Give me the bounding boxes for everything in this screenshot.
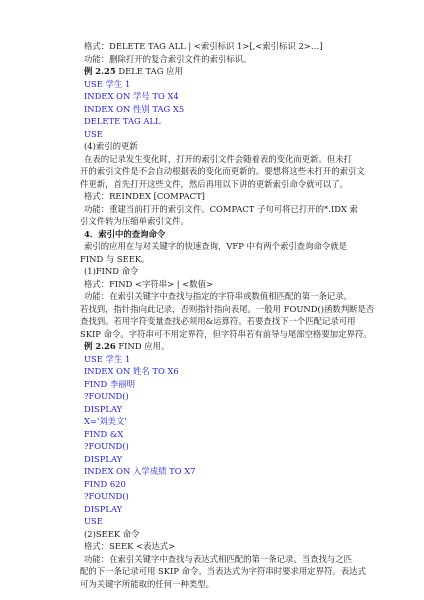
delete-tag-syntax: 格式：DELETE TAG ALL | <索引标识 1>[,<索引标识 2>…] xyxy=(84,41,323,51)
example-number: 例 2.25 xyxy=(84,66,116,76)
code-line: INDEX ON 入学成绩 TO X7 xyxy=(84,466,196,476)
seek-function: 功能：在索引关键字中查找与表达式相匹配的第一条记录。当查找与之匹 xyxy=(84,553,352,564)
example-number: 例 2.26 xyxy=(84,341,116,351)
subsection-heading: (4)索引的更新 xyxy=(84,141,138,151)
paragraph-line: 配的下一条记录可用 SKIP 命令。当表达式为字符串时要求用定界符。表达式 xyxy=(80,566,366,576)
code-line: ?FOUND() xyxy=(84,391,129,401)
paragraph-line: 查找到。若用字符变量查找必须用&运算符。若要查找下一个匹配记录可用 xyxy=(80,316,356,326)
example-title: FIND 应用。 xyxy=(118,341,170,351)
subsection-heading: (1)FIND 命令 xyxy=(84,266,139,276)
code-line: DISPLAY xyxy=(84,503,123,514)
code-line: USE xyxy=(84,128,103,139)
code-line: USE 学生 1 xyxy=(84,78,131,89)
find-syntax: 格式：FIND <字符串> | <数值> xyxy=(84,278,214,289)
code-line: USE xyxy=(84,516,103,526)
code-line: DISPLAY xyxy=(84,403,123,414)
paragraph-line: FIND 与 SEEK。 xyxy=(80,253,150,264)
reindex-function: 功能：重建当前打开的索引文件。COMPACT 子句可将已打开的*.IDX 索 xyxy=(84,203,358,214)
paragraph-line: 可为关键字所能取的任何一种类型。 xyxy=(80,578,214,589)
paragraph-line: 若找到，指针指向此记录，否则指针指向表尾。一般用 FOUND()函数判断是否 xyxy=(80,303,375,314)
example-2-25-heading xyxy=(84,65,404,78)
paragraph-line: 索引的应用在与对关键字的快速查询，VFP 中有两个索引查询命令就是 xyxy=(84,241,348,251)
code-line: INDEX ON 姓名 TO X6 xyxy=(84,366,179,376)
code-line: ?FOUND() xyxy=(84,441,129,451)
example-title: DELE TAG 应用 xyxy=(118,66,183,76)
code-line: INDEX ON 性别 TAG X5 xyxy=(84,103,185,114)
code-line: FIND 李丽明 xyxy=(84,378,135,389)
code-line: FIND 620 xyxy=(84,478,126,489)
code-line: USE 学生 1 xyxy=(84,353,131,364)
reindex-syntax: 格式：REINDEX [COMPACT] xyxy=(84,191,205,201)
code-line: DISPLAY xyxy=(84,453,123,464)
subsection-heading: (2)SEEK 命令 xyxy=(84,528,140,539)
paragraph-line: 件更新，首先打开这些文件，然后再用以下讲的更新索引命令就可以了。 xyxy=(80,178,348,189)
paragraph-line: 在表的记录发生变化时，打开的索引文件会随着表的变化而更新。但未打 xyxy=(84,153,352,164)
delete-tag-function: 功能：删除打开的复合索引文件的索引标识。 xyxy=(84,53,252,64)
code-line: X='刘美文' xyxy=(84,416,127,426)
section-heading: 4．索引中的查询命令 xyxy=(84,228,166,239)
code-line: INDEX ON 学号 TO X4 xyxy=(84,91,179,101)
code-line: DELETE TAG ALL xyxy=(84,116,161,126)
find-function: 功能：在索引关键字中查找与指定的字符串或数值相匹配的第一条记录。 xyxy=(84,291,352,301)
code-line: ?FOUND() xyxy=(84,491,129,501)
seek-syntax: 格式：SEEK <表达式> xyxy=(84,541,176,551)
paragraph-line: 引文件转为压缩单索引文件。 xyxy=(80,216,189,226)
example-2-26-heading xyxy=(84,340,404,353)
paragraph-line: 开的索引文件是不会自动根据表的变化而更新的。要想将这些未打开的索引文 xyxy=(80,166,365,176)
paragraph-line: SKIP 命令。字符串可不用定界符，但字符串若有前导与尾部空格要加定界符。 xyxy=(80,328,372,339)
code-line: FIND &X xyxy=(84,428,124,439)
